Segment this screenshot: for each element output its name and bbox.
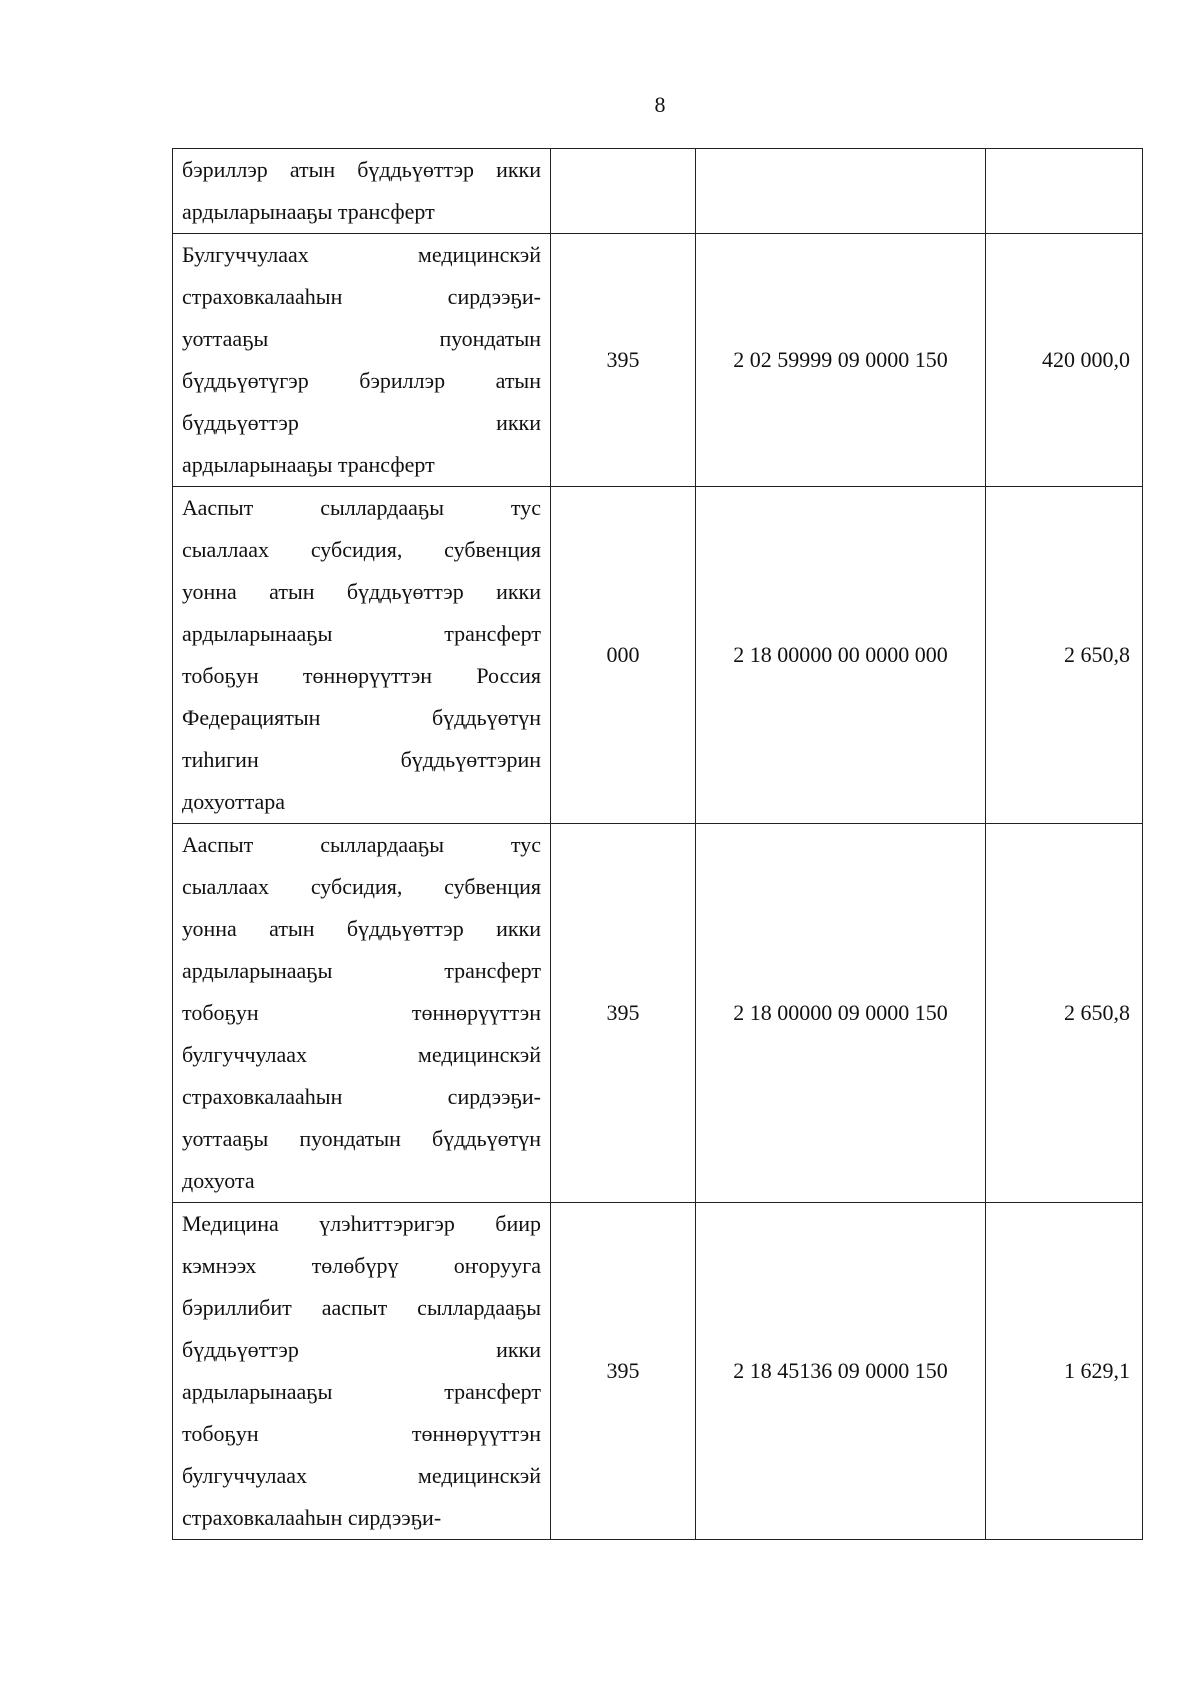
admin-code-cell: 395 — [551, 1203, 696, 1540]
description-line: булгуччулаах медицинскэй — [182, 1463, 541, 1488]
description-line: уонна атын бүддьүөттэр икки — [182, 579, 541, 604]
budget-classification-code-cell: 2 18 45136 09 0000 150 — [696, 1203, 986, 1540]
admin-code-cell — [551, 149, 696, 234]
description-line: дохуоттара — [182, 789, 285, 814]
description-line: булгуччулаах медицинскэй — [182, 1042, 541, 1067]
admin-code-cell: 000 — [551, 487, 696, 824]
admin-code-cell: 395 — [551, 234, 696, 487]
amount-cell: 420 000,0 — [986, 234, 1143, 487]
row-description — [173, 234, 551, 487]
table-row — [173, 824, 1143, 1203]
amount-cell: 2 650,8 — [986, 487, 1143, 824]
description-line: тиһигин бүддьүөттэрин — [182, 747, 541, 772]
description-line: ардыларынааҕы трансферт — [182, 958, 541, 983]
description-line: тобоҕун төннөрүүттэн — [182, 1000, 541, 1025]
description-line: тобоҕун төннөрүүттэн — [182, 1421, 541, 1446]
description-line: Ааспыт сыллардааҕы тус — [182, 495, 541, 520]
description-line: кэмнээх төлөбүрү оҥорууга — [182, 1253, 541, 1278]
page-number: 8 — [654, 92, 666, 117]
description-line: страховкалааһын сирдээҕи- — [182, 284, 541, 309]
description-line: дохуота — [182, 1168, 255, 1193]
admin-code-cell: 395 — [551, 824, 696, 1203]
description-line: бүддьүөтүгэр бэриллэр атын — [182, 368, 541, 393]
description-line: тобоҕун төннөрүүттэн Россия — [182, 663, 541, 688]
budget-classification-code-cell: 2 18 00000 00 0000 000 — [696, 487, 986, 824]
description-line: бүддьүөттэр икки — [182, 1337, 541, 1362]
table-row — [173, 234, 1143, 487]
amount-cell: 1 629,1 — [986, 1203, 1143, 1540]
row-description — [173, 149, 551, 234]
budget-classification-code-cell: 2 02 59999 09 0000 150 — [696, 234, 986, 487]
table-row — [173, 149, 1143, 234]
amount-cell: 2 650,8 — [986, 824, 1143, 1203]
description-line: уонна атын бүддьүөттэр икки — [182, 916, 541, 941]
row-description — [173, 487, 551, 824]
budget-table — [172, 148, 1143, 1540]
description-line: Булгуччулаах медицинскэй — [182, 242, 541, 267]
description-line: бэриллэр атын бүддьүөттэр икки — [182, 157, 541, 182]
description-line: страховкалааһын сирдээҕи- — [182, 1505, 442, 1530]
description-line: ардыларынааҕы трансферт — [182, 199, 435, 224]
budget-classification-code-cell — [696, 149, 986, 234]
description-line: бэриллибит ааспыт сыллардааҕы — [182, 1295, 541, 1320]
description-line: сыаллаах субсидия, субвенция — [182, 874, 541, 899]
description-line: страховкалааһын сирдээҕи- — [182, 1084, 541, 1109]
amount-cell — [986, 149, 1143, 234]
row-description — [173, 1203, 551, 1540]
description-line: уоттааҕы пуондатын бүддьүөтүн — [182, 1126, 541, 1151]
table-row — [173, 1203, 1143, 1540]
description-line: ардыларынааҕы трансферт — [182, 621, 541, 646]
description-line: Ааспыт сыллардааҕы тус — [182, 832, 541, 857]
description-line: ардыларынааҕы трансферт — [182, 1379, 541, 1404]
description-line: уоттааҕы пуондатын — [182, 326, 541, 351]
row-description — [173, 824, 551, 1203]
table-body — [173, 149, 1143, 1540]
description-line: сыаллаах субсидия, субвенция — [182, 537, 541, 562]
description-line: бүддьүөттэр икки — [182, 410, 541, 435]
description-line: ардыларынааҕы трансферт — [182, 452, 435, 477]
budget-classification-code-cell: 2 18 00000 09 0000 150 — [696, 824, 986, 1203]
description-line: Федерациятын бүддьүөтүн — [182, 705, 541, 730]
table-row — [173, 487, 1143, 824]
description-line: Медицина үлэһиттэригэр биир — [182, 1211, 541, 1236]
